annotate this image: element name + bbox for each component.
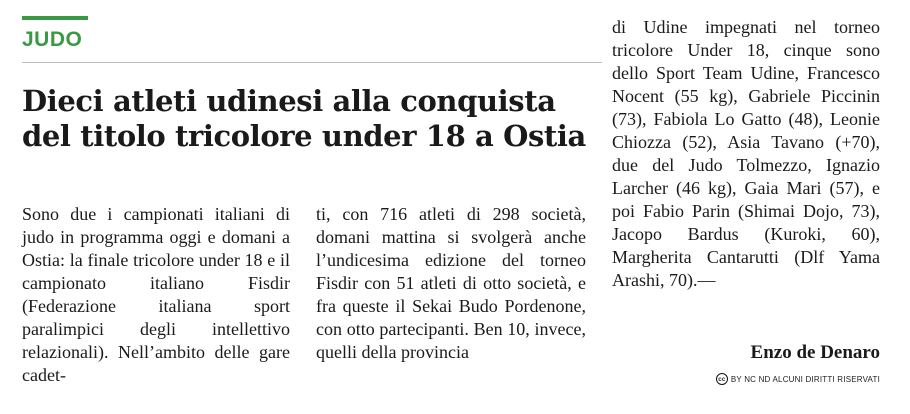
article-author: Enzo de Denaro [750,342,880,363]
section-accent-rule [22,16,88,20]
article-column-1 [22,203,290,387]
article-column-3 [612,16,880,292]
article-text: di Udine impegnati nel torneo tricolore Under 18, cinque sono dello Sport Team Udine, Francesco Nocent (55 kg), Gabriele Piccinin (73), Fabiola Lo Gatto (48), Leonie Chiozza (52), Asia Tavano (+70), due del Judo Tolmezzo, Ignazio Larcher (46 kg), Gaia Mari (57), e poi Fabio Parin (Shimai Dojo, 73), Jacopo Bardus (Kuroki, 60), Margherita Cantarutti (Dlf Yama Arashi, 70).— [612,17,880,290]
cc-icon: cc [716,373,728,385]
section-label: JUDO [22,28,83,51]
article-text: Sono due i campionati italiani di judo in programma oggi e domani a Ostia: la finale tricolore under 18 e il campionato italiano Fisdir (Federazione italiana sport paralimpici degli intellettivo relazionali). Nell’ambito delle gare cadet- [22,204,290,385]
header-divider [22,62,602,63]
article-headline: Dieci atleti udinesi alla conquista del titolo tricolore under 18 a Ostia [22,84,586,153]
license-text: BY NC ND ALCUNI DIRITTI RISERVATI [730,374,880,384]
article-column-2 [316,203,586,364]
license-notice [716,373,880,385]
article-text: ti, con 716 atleti di 298 società, domani mattina si svolgerà anche l’undicesima edizione del torneo Fisdir con 51 atleti di otto società, e fra queste il Sekai Budo Pordenone, con otto partecipanti. Ben 10, invece, quelli della provincia [316,204,586,362]
